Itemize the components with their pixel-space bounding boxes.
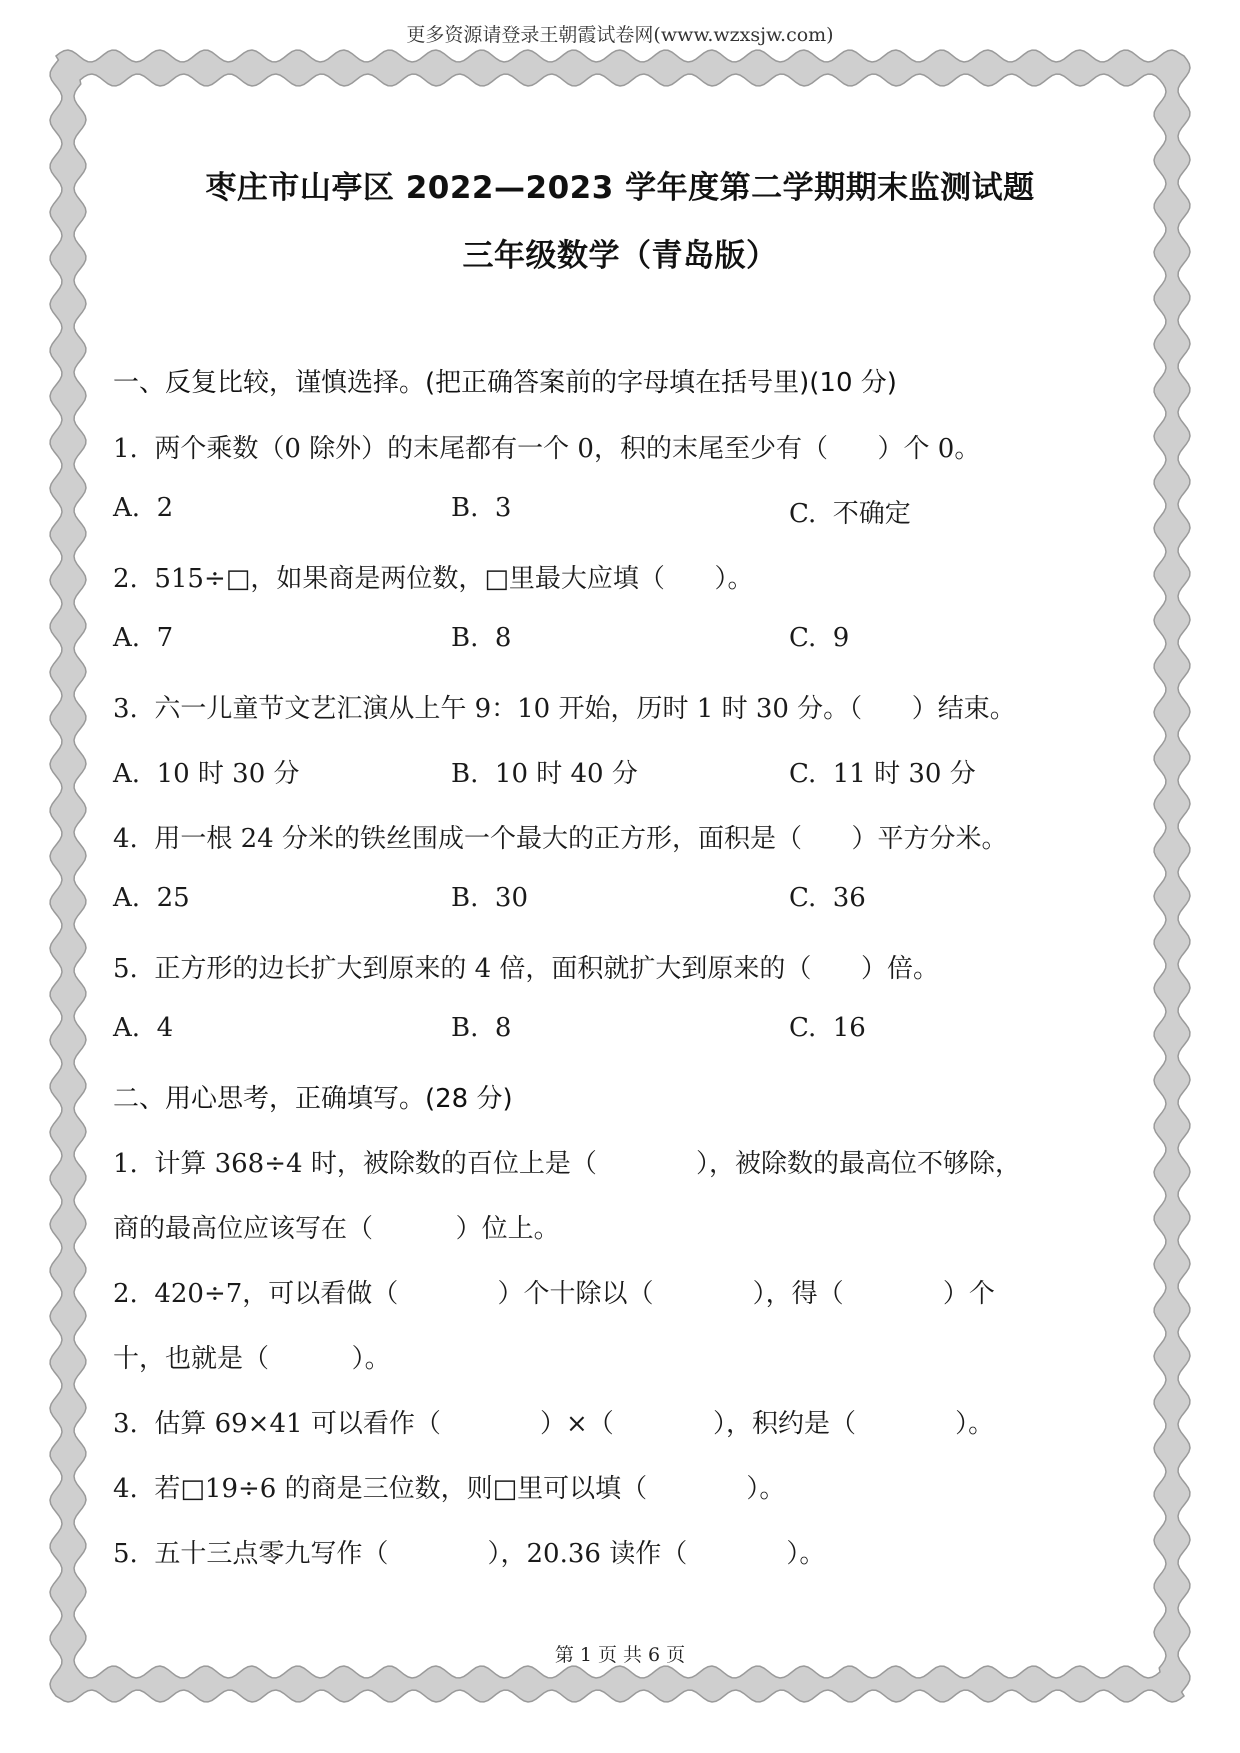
question-2-3: 3. 估算 69×41 可以看作（ ）×（ ），积约是（ ）。 (113, 1409, 995, 1439)
question-1-1: 1. 两个乘数（0 除外）的末尾都有一个 0，积的末尾至少有（ ）个 0。 (113, 434, 981, 464)
option-1-4-a: A. 25 (113, 883, 190, 913)
option-1-5-b: B. 8 (451, 1013, 512, 1043)
option-1-2-a: A. 7 (113, 623, 174, 653)
question-1-2: 2. 515÷□，如果商是两位数，□里最大应填（ ）。 (113, 564, 754, 594)
question-2-2-line-2: 十，也就是（ ）。 (113, 1344, 391, 1374)
option-1-3-c: C. 11 时 30 分 (789, 759, 976, 789)
page-number-footer: 第 1 页 共 6 页 (554, 1644, 686, 1666)
question-2-5: 5. 五十三点零九写作（ ），20.36 读作（ ）。 (113, 1539, 826, 1569)
section-2-heading: 二、用心思考，正确填写。(28 分) (113, 1084, 513, 1114)
section-1-heading: 一、反复比较，谨慎选择。(把正确答案前的字母填在括号里)(10 分) (113, 368, 897, 398)
question-2-1-line-1: 1. 计算 368÷4 时，被除数的百位上是（ ），被除数的最高位不够除， (113, 1149, 1021, 1179)
option-1-1-b: B. 3 (451, 493, 512, 523)
option-1-1-c: C. 不确定 (789, 499, 911, 529)
question-1-4: 4. 用一根 24 分米的铁丝围成一个最大的正方形，面积是（ ）平方分米。 (113, 824, 1008, 854)
option-1-5-a: A. 4 (113, 1013, 174, 1043)
option-1-4-b: B. 30 (451, 883, 528, 913)
question-2-4: 4. 若□19÷6 的商是三位数，则□里可以填（ ）。 (113, 1474, 786, 1504)
question-1-5: 5. 正方形的边长扩大到原来的 4 倍，面积就扩大到原来的（ ）倍。 (113, 954, 939, 984)
option-1-4-c: C. 36 (789, 883, 866, 913)
question-1-3: 3. 六一儿童节文艺汇演从上午 9：10 开始，历时 1 时 30 分。（ ）结束。 (113, 694, 1016, 724)
option-1-2-b: B. 8 (451, 623, 512, 653)
option-1-1-a: A. 2 (113, 493, 174, 523)
question-2-2-line-1: 2. 420÷7，可以看做（ ）个十除以（ ），得（ ）个 (113, 1279, 995, 1309)
option-1-2-c: C. 9 (789, 623, 850, 653)
exam-title: 枣庄市山亭区 2022—2023 学年度第二学期期末监测试题 (205, 170, 1035, 206)
website-header-note: 更多资源请登录王朝霞试卷网(www.wzxsjw.com) (406, 24, 834, 46)
option-1-5-c: C. 16 (789, 1013, 866, 1043)
exam-subtitle: 三年级数学（青岛版） (462, 238, 778, 274)
question-2-1-line-2: 商的最高位应该写在（ ）位上。 (113, 1214, 560, 1244)
option-1-3-a: A. 10 时 30 分 (113, 759, 300, 789)
option-1-3-b: B. 10 时 40 分 (451, 759, 638, 789)
